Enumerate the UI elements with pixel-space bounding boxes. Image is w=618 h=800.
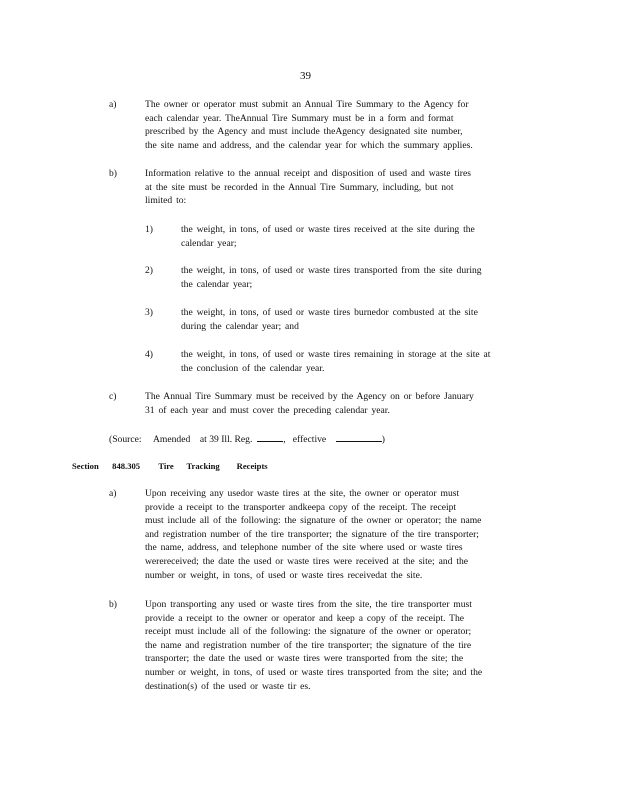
item-1-label: 1) <box>145 224 153 235</box>
text-line: provide a receipt to the owner or operator and keep a copy of the receipt. The <box>145 612 465 624</box>
item-3-label: 3) <box>145 307 153 318</box>
subsection-a-label: a) <box>109 99 117 110</box>
source-register: at 39 Ill. Reg. <box>199 434 253 445</box>
text-line: provide a receipt to the transporter andkeepa copy of the receipt. The receipt <box>145 501 457 513</box>
text-line: during the calendar year; and <box>181 320 299 332</box>
text-line: each calendar year. TheAnnual Tire Summary must be in a form and format <box>145 112 454 124</box>
text-line: the calendar year; <box>181 278 253 290</box>
text-line: must include all of the following: the signature of the owner or operator; the name <box>145 515 482 527</box>
source-comma: , <box>283 434 286 445</box>
text-line: The Annual Tire Summary must be received by the Agency on or before January <box>145 391 474 402</box>
text-line: receipt must include all of the following: the signature of the owner or operator; <box>145 626 472 638</box>
page-number: 39 <box>300 70 311 82</box>
section-b-text <box>145 598 537 693</box>
item-1-text <box>181 223 541 250</box>
text-line: werereceived; the date the used or waste tires were received at the site; and the <box>145 555 469 567</box>
text-line: calendar year; <box>181 237 237 249</box>
text-line: the weight, in tons, of used or waste tires received at the site during the <box>181 224 475 235</box>
text-line: prescribed by the Agency and must include theAgency designated site number, <box>145 126 463 138</box>
section-title-word: Tracking <box>186 461 220 471</box>
text-line: The owner or operator must submit an Annual Tire Summary to the Agency for <box>145 99 469 110</box>
section-b-label: b) <box>109 599 117 610</box>
item-2-text <box>181 264 541 291</box>
item-4-label: 4) <box>145 349 153 360</box>
text-line: the weight, in tons, of used or waste tires burnedor combusted at the site <box>181 307 478 318</box>
text-line: Upon transporting any used or waste tires from the site, the tire transporter must <box>145 599 472 610</box>
text-line: limited to: <box>145 195 187 207</box>
text-line: transporter; the date the used or waste tires were transported from the site; the <box>145 653 464 665</box>
text-line: the site name and address, and the calendar year for which the summary applies. <box>145 139 473 151</box>
section-word: Section <box>72 461 99 471</box>
subsection-c-text <box>145 390 537 417</box>
item-3-text <box>181 306 541 333</box>
source-prefix: (Source: <box>109 434 142 445</box>
subsection-b-text <box>145 167 537 208</box>
effective-blank <box>336 431 382 442</box>
item-2-label: 2) <box>145 265 153 276</box>
text-line: Upon receiving any usedor waste tires at the site, the owner or operator must <box>145 488 460 499</box>
source-close: ) <box>381 434 385 445</box>
text-line: the weight, in tons, of used or waste tires remaining in storage at the site at <box>181 349 491 360</box>
text-line: and registration number of the tire transporter; the signature of the tire transporter; <box>145 528 479 540</box>
section-a-text <box>145 487 537 582</box>
text-line: the name and registration number of the tire transporter; the signature of the tire <box>145 639 472 651</box>
source-effective: effective <box>292 434 327 445</box>
text-line: the conclusion of the calendar year. <box>181 362 325 374</box>
register-blank <box>257 431 283 442</box>
section-number: 848.305 <box>112 461 141 471</box>
source-amended: Amended <box>152 434 191 445</box>
text-line: number or weight, in tons, of used or waste tires receivedat the site. <box>145 569 423 581</box>
text-line: at the site must be recorded in the Annual Tire Summary, including, but not <box>145 181 454 193</box>
text-line: destination(s) of the used or waste tir es. <box>145 680 311 692</box>
source-note <box>109 431 385 447</box>
text-line: the name, address, and telephone number of the site where used or waste tires <box>145 542 463 554</box>
subsection-b-label: b) <box>109 168 117 179</box>
subsection-a-text <box>145 98 537 152</box>
text-line: number or weight, in tons, of used or waste tires transported from the site; and the <box>145 666 483 678</box>
text-line: the weight, in tons, of used or waste tires transported from the site during <box>181 265 482 276</box>
section-title-word: Tire <box>158 461 174 471</box>
section-heading <box>72 460 268 474</box>
item-4-text <box>181 348 541 375</box>
text-line: Information relative to the annual receipt and disposition of used and waste tires <box>145 168 471 179</box>
subsection-c-label: c) <box>109 391 117 402</box>
section-a-label: a) <box>109 488 117 499</box>
text-line: 31 of each year and must cover the preceding calendar year. <box>145 404 390 416</box>
section-title-word: Receipts <box>236 461 268 471</box>
